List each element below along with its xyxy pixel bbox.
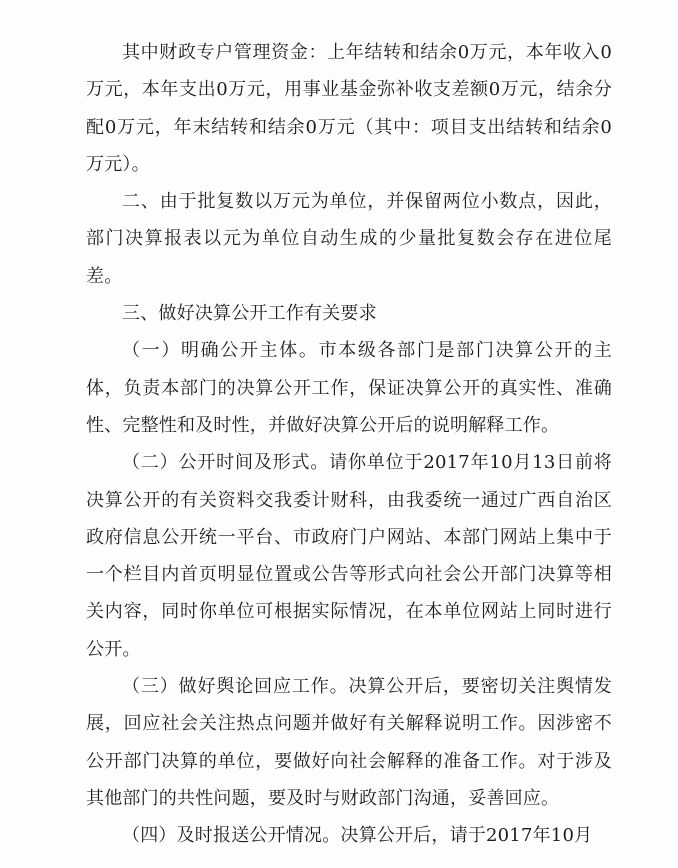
paragraph-report-status: （四）及时报送公开情况。决算公开后，请于2017年10月: [122, 825, 593, 847]
paragraph-public-response: （三）做好舆论回应工作。决算公开后，要密切关注舆情发展，回应社会关注热点问题并做好有关解释说明工作。因涉密不公开部门决算的单位，要做好向社会解释的准备工作。对于涉及其他部门的共性问题，要及时与财政部门沟通，妥善回应。: [86, 676, 612, 809]
paragraph-rounding-note: 二、由于批复数以万元为单位，并保留两位小数点，因此，部门决算报表以元为单位自动生成的少量批复数会存在进位尾差。: [86, 191, 612, 287]
paragraph-disclosure-subject: （一）明确公开主体。市本级各部门是部门决算公开的主体，负责本部门的决算公开工作，保证决算公开的真实性、准确性、完整性和及时性，并做好决算公开后的说明解释工作。: [86, 340, 612, 436]
document-body: [86, 34, 612, 855]
paragraph-special-account-funds: 其中财政专户管理资金：上年结转和结余0万元，本年收入0万元，本年支出0万元，用事业基金弥补收支差额0万元，结余分配0万元，年末结转和结余0万元（其中：项目支出结转和结余0万元）。: [86, 42, 612, 175]
paragraph-disclosure-time-form: （二）公开时间及形式。请你单位于2017年10月13日前将决算公开的有关资料交我委计财科，由我委统一通过广西自治区政府信息公开统一平台、市政府门户网站、本部门网站上集中于一个栏目内首页明显位置或公告等形式向社会公开部门决算等相关内容，同时你单位可根据实际情况，在本单位网站上同时进行公开。: [86, 452, 612, 660]
section-heading-requirements: 三、做好决算公开工作有关要求: [122, 303, 377, 325]
